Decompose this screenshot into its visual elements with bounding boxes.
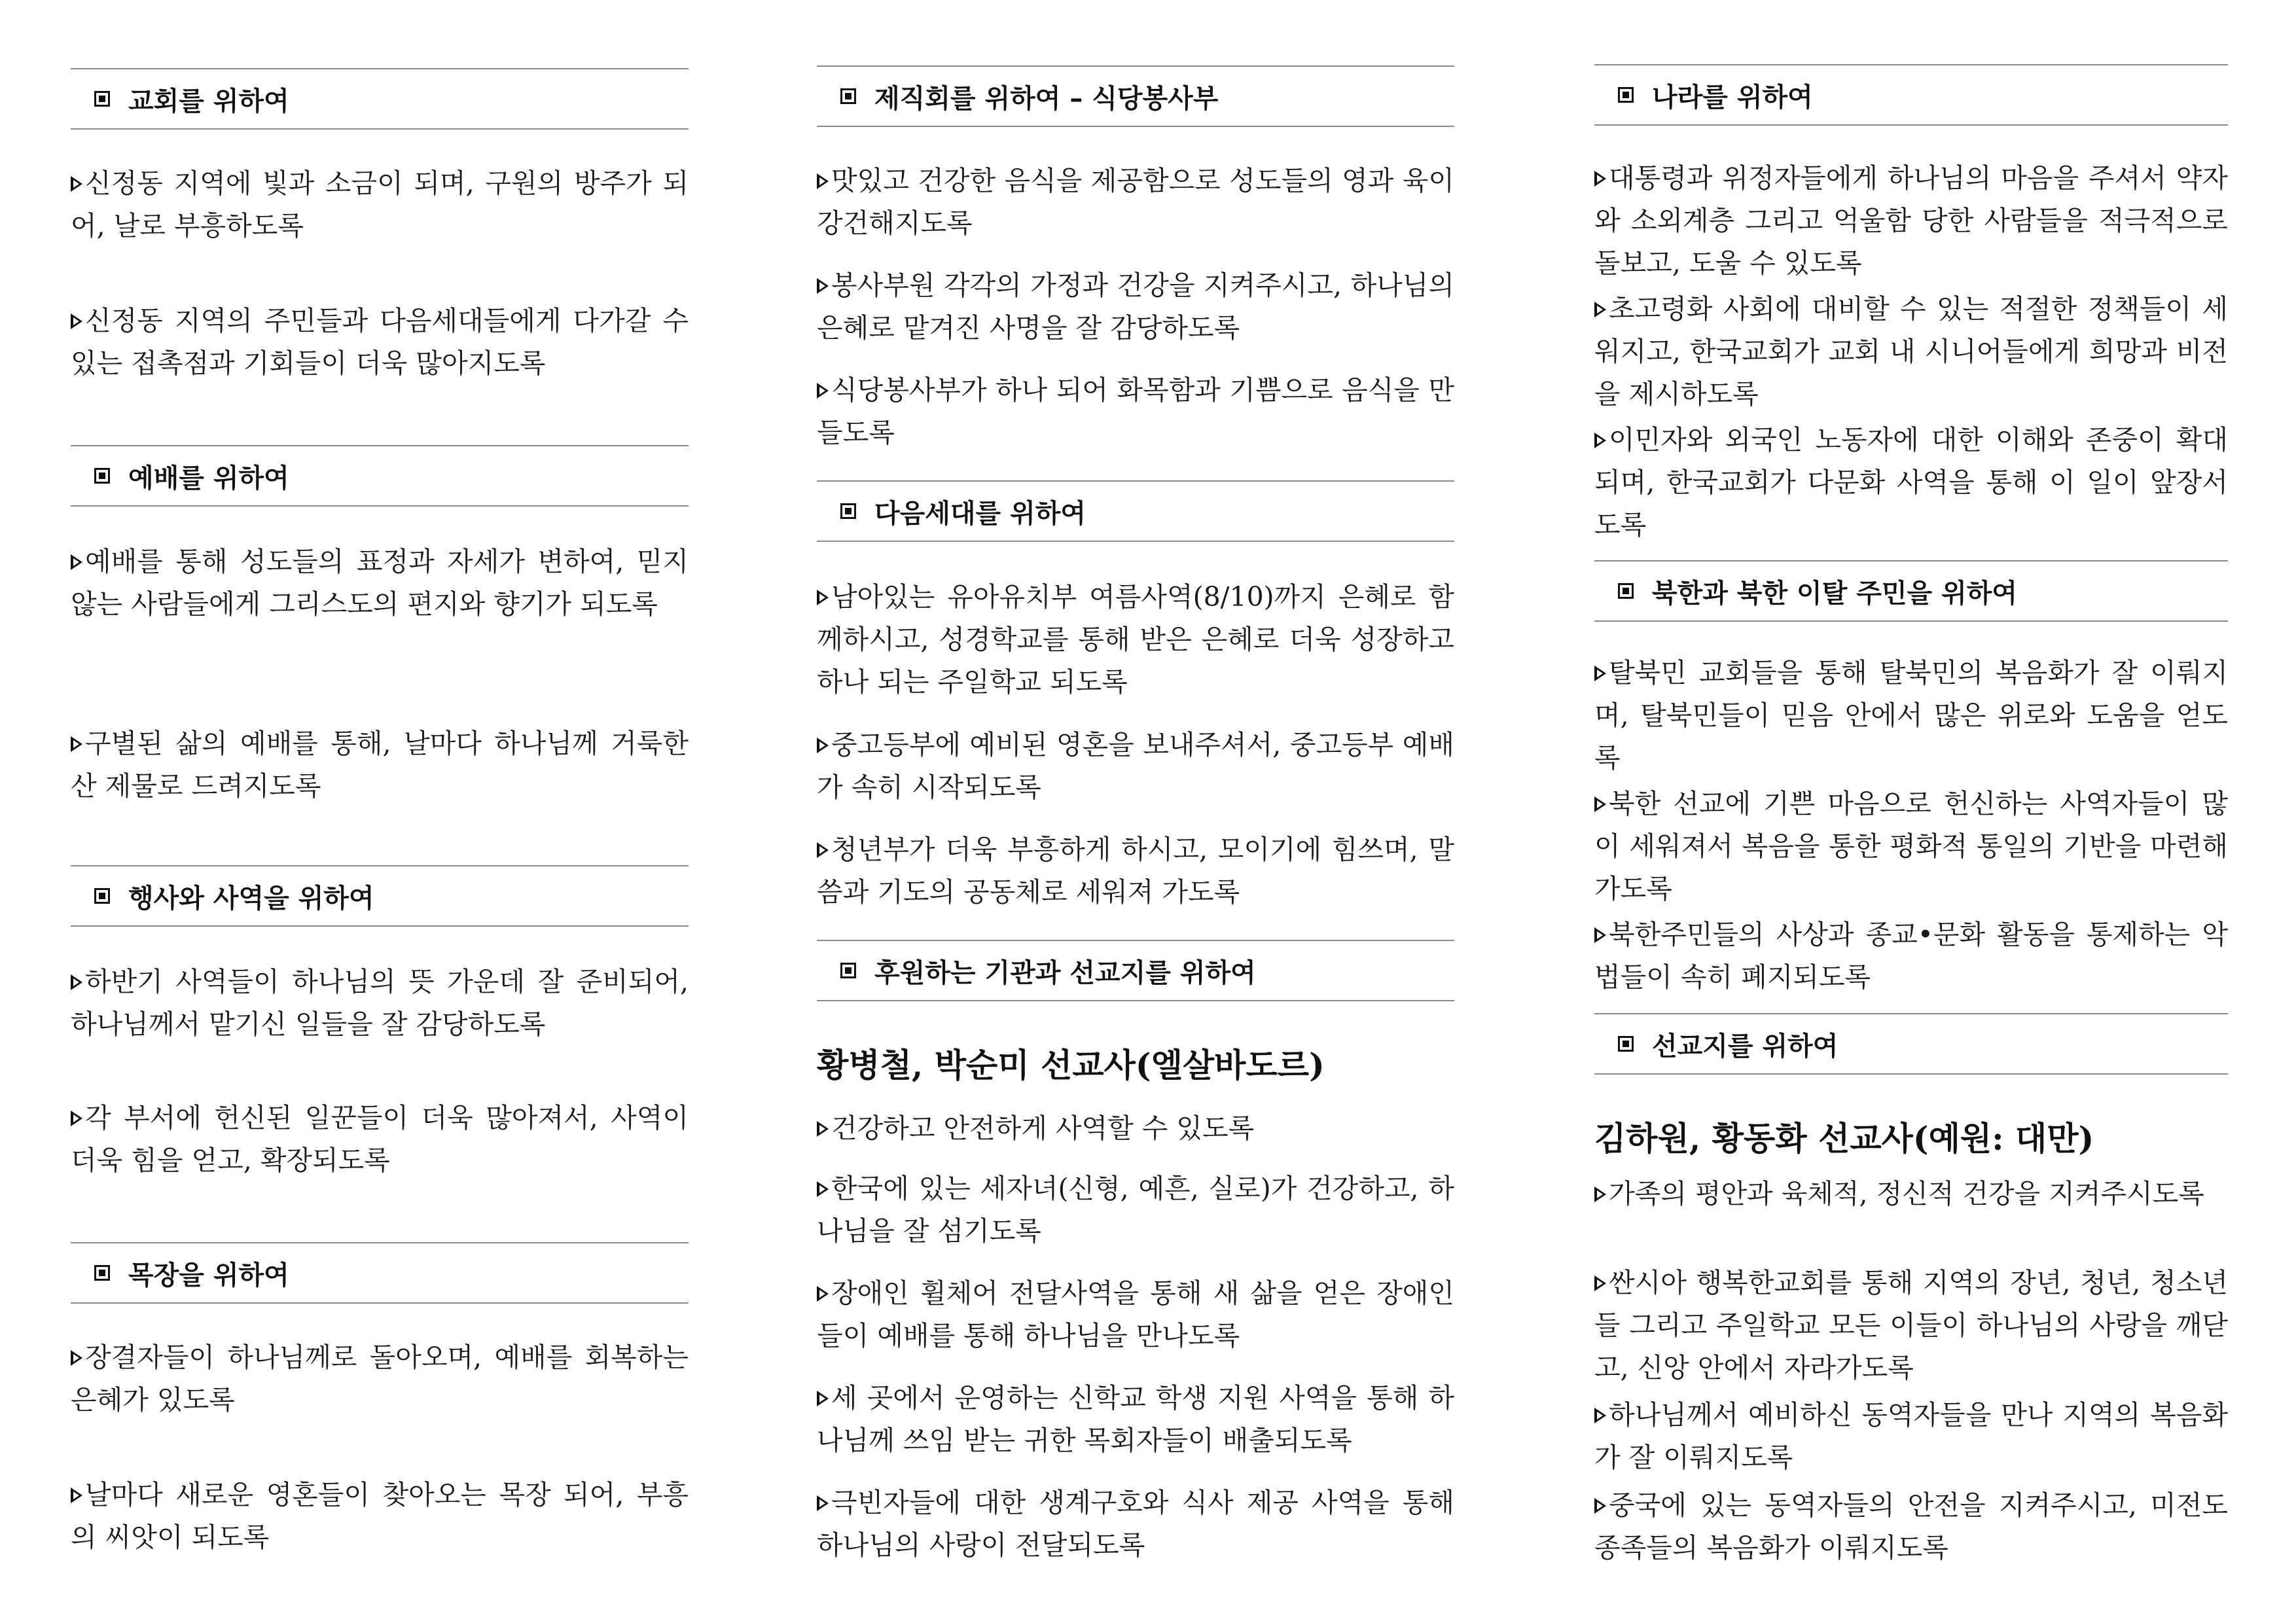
square-bullet-icon bbox=[840, 963, 856, 978]
triangle-bullet-icon bbox=[71, 1350, 82, 1366]
section-title: 나라를 위하여 bbox=[1652, 82, 1813, 113]
section-header-worship bbox=[71, 445, 689, 507]
square-bullet-icon bbox=[94, 1265, 110, 1281]
triangle-bullet-icon bbox=[71, 176, 82, 192]
section-title: 후원하는 기관과 선교지를 위하여 bbox=[874, 957, 1256, 988]
triangle-bullet-icon bbox=[1594, 1408, 1606, 1423]
prayer-item: 초고령화 사회에 대비할 수 있는 적절한 정책들이 세워지고, 한국교회가 교회 내 시니어들에게 희망과 비전을 제시하도록 bbox=[1594, 293, 2228, 410]
prayer-item: 각 부서에 헌신된 일꾼들이 더욱 많아져서, 사역이 더욱 힘을 얻고, 확장되도록 bbox=[71, 1102, 689, 1176]
prayer-item: 청년부가 더욱 부흥하게 하시고, 모이기에 힘쓰며, 말씀과 기도의 공동체로 세워져 가도록 bbox=[817, 834, 1454, 908]
section-title: 교회를 위하여 bbox=[128, 86, 289, 116]
triangle-bullet-icon bbox=[71, 313, 82, 329]
prayer-item: 장애인 휠체어 전달사역을 통해 새 삶을 얻은 장애인들이 예배를 통해 하나님을 만나도록 bbox=[817, 1277, 1454, 1351]
triangle-bullet-icon bbox=[1594, 302, 1606, 317]
section-header-church bbox=[71, 68, 689, 130]
section-header-events bbox=[71, 865, 689, 927]
triangle-bullet-icon bbox=[817, 383, 829, 399]
triangle-bullet-icon bbox=[71, 974, 82, 990]
missionary-name: 김하원, 황동화 선교사(예원: 대만) bbox=[1594, 1119, 2094, 1158]
triangle-bullet-icon bbox=[1594, 1186, 1606, 1202]
triangle-bullet-icon bbox=[817, 590, 829, 605]
section-header-nation bbox=[1594, 64, 2228, 126]
prayer-item: 중국에 있는 동역자들의 안전을 지켜주시고, 미전도 종족들의 복음화가 이뤄지도록 bbox=[1594, 1489, 2228, 1563]
prayer-item: 하반기 사역들이 하나님의 뜻 가운데 잘 준비되어, 하나님께서 맡기신 일들을 잘 감당하도록 bbox=[71, 966, 689, 1040]
square-bullet-icon bbox=[1618, 87, 1634, 103]
triangle-bullet-icon bbox=[71, 1111, 82, 1126]
prayer-item: 싼시아 행복한교회를 통해 지역의 장년, 청년, 청소년들 그리고 주일학교 모든 이들이 하나님의 사랑을 깨닫고, 신앙 안에서 자라가도록 bbox=[1594, 1267, 2228, 1383]
prayer-item: 봉사부원 각각의 가정과 건강을 지켜주시고, 하나님의 은혜로 맡겨진 사명을 잘 감당하도록 bbox=[817, 270, 1454, 344]
triangle-bullet-icon bbox=[1594, 796, 1606, 812]
section-title: 북한과 북한 이탈 주민을 위하여 bbox=[1652, 578, 2018, 609]
section-header-mission-field bbox=[1594, 1013, 2228, 1075]
section-title: 다음세대를 위하여 bbox=[874, 498, 1086, 529]
triangle-bullet-icon bbox=[817, 1286, 829, 1302]
section-title: 제직회를 위하여 – 식당봉사부 bbox=[874, 83, 1219, 114]
prayer-item: 신정동 지역에 빛과 소금이 되며, 구원의 방주가 되어, 날로 부흥하도록 bbox=[71, 168, 689, 241]
prayer-item: 날마다 새로운 영혼들이 찾아오는 목장 되어, 부흥의 씨앗이 되도록 bbox=[71, 1479, 689, 1553]
section-header-cell-groups bbox=[71, 1242, 689, 1304]
section-header-north-korea bbox=[1594, 560, 2228, 622]
prayer-item: 대통령과 위정자들에게 하나님의 마음을 주셔서 약자와 소외계층 그리고 억울함 당한 사람들을 적극적으로 돌보고, 도울 수 있도록 bbox=[1594, 162, 2228, 279]
prayer-item: 식당봉사부가 하나 되어 화목함과 기쁨으로 음식을 만들도록 bbox=[817, 374, 1454, 448]
triangle-bullet-icon bbox=[817, 1391, 829, 1406]
prayer-item: 건강하고 안전하게 사역할 수 있도록 bbox=[817, 1107, 1454, 1150]
triangle-bullet-icon bbox=[1594, 927, 1606, 943]
square-bullet-icon bbox=[840, 88, 856, 104]
triangle-bullet-icon bbox=[1594, 171, 1606, 187]
prayer-item: 하나님께서 예비하신 동역자들을 만나 지역의 복음화가 잘 이뤄지도록 bbox=[1594, 1399, 2228, 1473]
triangle-bullet-icon bbox=[1594, 433, 1606, 448]
prayer-item: 남아있는 유아유치부 여름사역(8/10)까지 은혜로 함께하시고, 성경학교를 통해 받은 은혜로 더욱 성장하고 하나 되는 주일학교 되도록 bbox=[817, 581, 1454, 698]
prayer-item: 장결자들이 하나님께로 돌아오며, 예배를 회복하는 은혜가 있도록 bbox=[71, 1342, 689, 1416]
triangle-bullet-icon bbox=[1594, 666, 1606, 681]
square-bullet-icon bbox=[1618, 583, 1634, 599]
prayer-item: 한국에 있는 세자녀(신형, 예흔, 실로)가 건강하고, 하나님을 잘 섬기도록 bbox=[817, 1173, 1454, 1247]
triangle-bullet-icon bbox=[817, 842, 829, 858]
triangle-bullet-icon bbox=[1594, 1498, 1606, 1514]
prayer-item: 구별된 삶의 예배를 통해, 날마다 하나님께 거룩한 산 제물로 드려지도록 bbox=[71, 728, 689, 802]
square-bullet-icon bbox=[840, 503, 856, 519]
prayer-item: 예배를 통해 성도들의 표정과 자세가 변하여, 믿지 않는 사람들에게 그리스도의 편지와 향기가 되도록 bbox=[71, 546, 689, 620]
triangle-bullet-icon bbox=[71, 1488, 82, 1503]
prayer-item: 이민자와 외국인 노동자에 대한 이해와 존중이 확대되며, 한국교회가 다문화 사역을 통해 이 일이 앞장서도록 bbox=[1594, 424, 2228, 541]
triangle-bullet-icon bbox=[1594, 1275, 1606, 1291]
triangle-bullet-icon bbox=[71, 554, 82, 570]
triangle-bullet-icon bbox=[817, 738, 829, 753]
triangle-bullet-icon bbox=[817, 1121, 829, 1137]
square-bullet-icon bbox=[94, 888, 110, 904]
square-bullet-icon bbox=[94, 91, 110, 107]
missionary-name: 황병철, 박순미 선교사(엘살바도르) bbox=[817, 1046, 1325, 1084]
section-title: 목장을 위하여 bbox=[128, 1260, 289, 1291]
prayer-item: 중고등부에 예비된 영혼을 보내주셔서, 중고등부 예배가 속히 시작되도록 bbox=[817, 729, 1454, 803]
prayer-item: 탈북민 교회들을 통해 탈북민의 복음화가 잘 이뤄지며, 탈북민들이 믿음 안에서 많은 위로와 도움을 얻도록 bbox=[1594, 657, 2228, 774]
prayer-item: 맛있고 건강한 음식을 제공함으로 성도들의 영과 육이 강건해지도록 bbox=[817, 165, 1454, 239]
triangle-bullet-icon bbox=[817, 173, 829, 189]
section-title: 예배를 위하여 bbox=[128, 463, 289, 493]
square-bullet-icon bbox=[94, 468, 110, 484]
prayer-item: 신정동 지역의 주민들과 다음세대들에게 다가갈 수 있는 접촉점과 기회들이 더욱 많아지도록 bbox=[71, 305, 689, 379]
prayer-item: 세 곳에서 운영하는 신학교 학생 지원 사역을 통해 하나님께 쓰임 받는 귀한 목회자들이 배출되도록 bbox=[817, 1382, 1454, 1456]
section-header-next-generation bbox=[817, 480, 1454, 542]
section-title: 행사와 사역을 위하여 bbox=[128, 883, 374, 914]
section-header-deacons bbox=[817, 65, 1454, 127]
prayer-item: 가족의 평안과 육체적, 정신적 건강을 지켜주시도록 bbox=[1594, 1173, 2228, 1215]
triangle-bullet-icon bbox=[817, 1495, 829, 1511]
square-bullet-icon bbox=[1618, 1036, 1634, 1052]
prayer-item: 북한 선교에 기쁜 마음으로 헌신하는 사역자들이 많이 세워져서 복음을 통한 평화적 통일의 기반을 마련해 가도록 bbox=[1594, 788, 2228, 904]
triangle-bullet-icon bbox=[71, 736, 82, 752]
section-header-missions-support bbox=[817, 940, 1454, 1001]
section-title: 선교지를 위하여 bbox=[1652, 1031, 1839, 1061]
prayer-item: 북한주민들의 사상과 종교•문화 활동을 통제하는 악법들이 속히 폐지되도록 bbox=[1594, 919, 2228, 993]
prayer-item: 극빈자들에 대한 생계구호와 식사 제공 사역을 통해 하나님의 사랑이 전달되도록 bbox=[817, 1487, 1454, 1561]
triangle-bullet-icon bbox=[817, 278, 829, 294]
triangle-bullet-icon bbox=[817, 1181, 829, 1197]
